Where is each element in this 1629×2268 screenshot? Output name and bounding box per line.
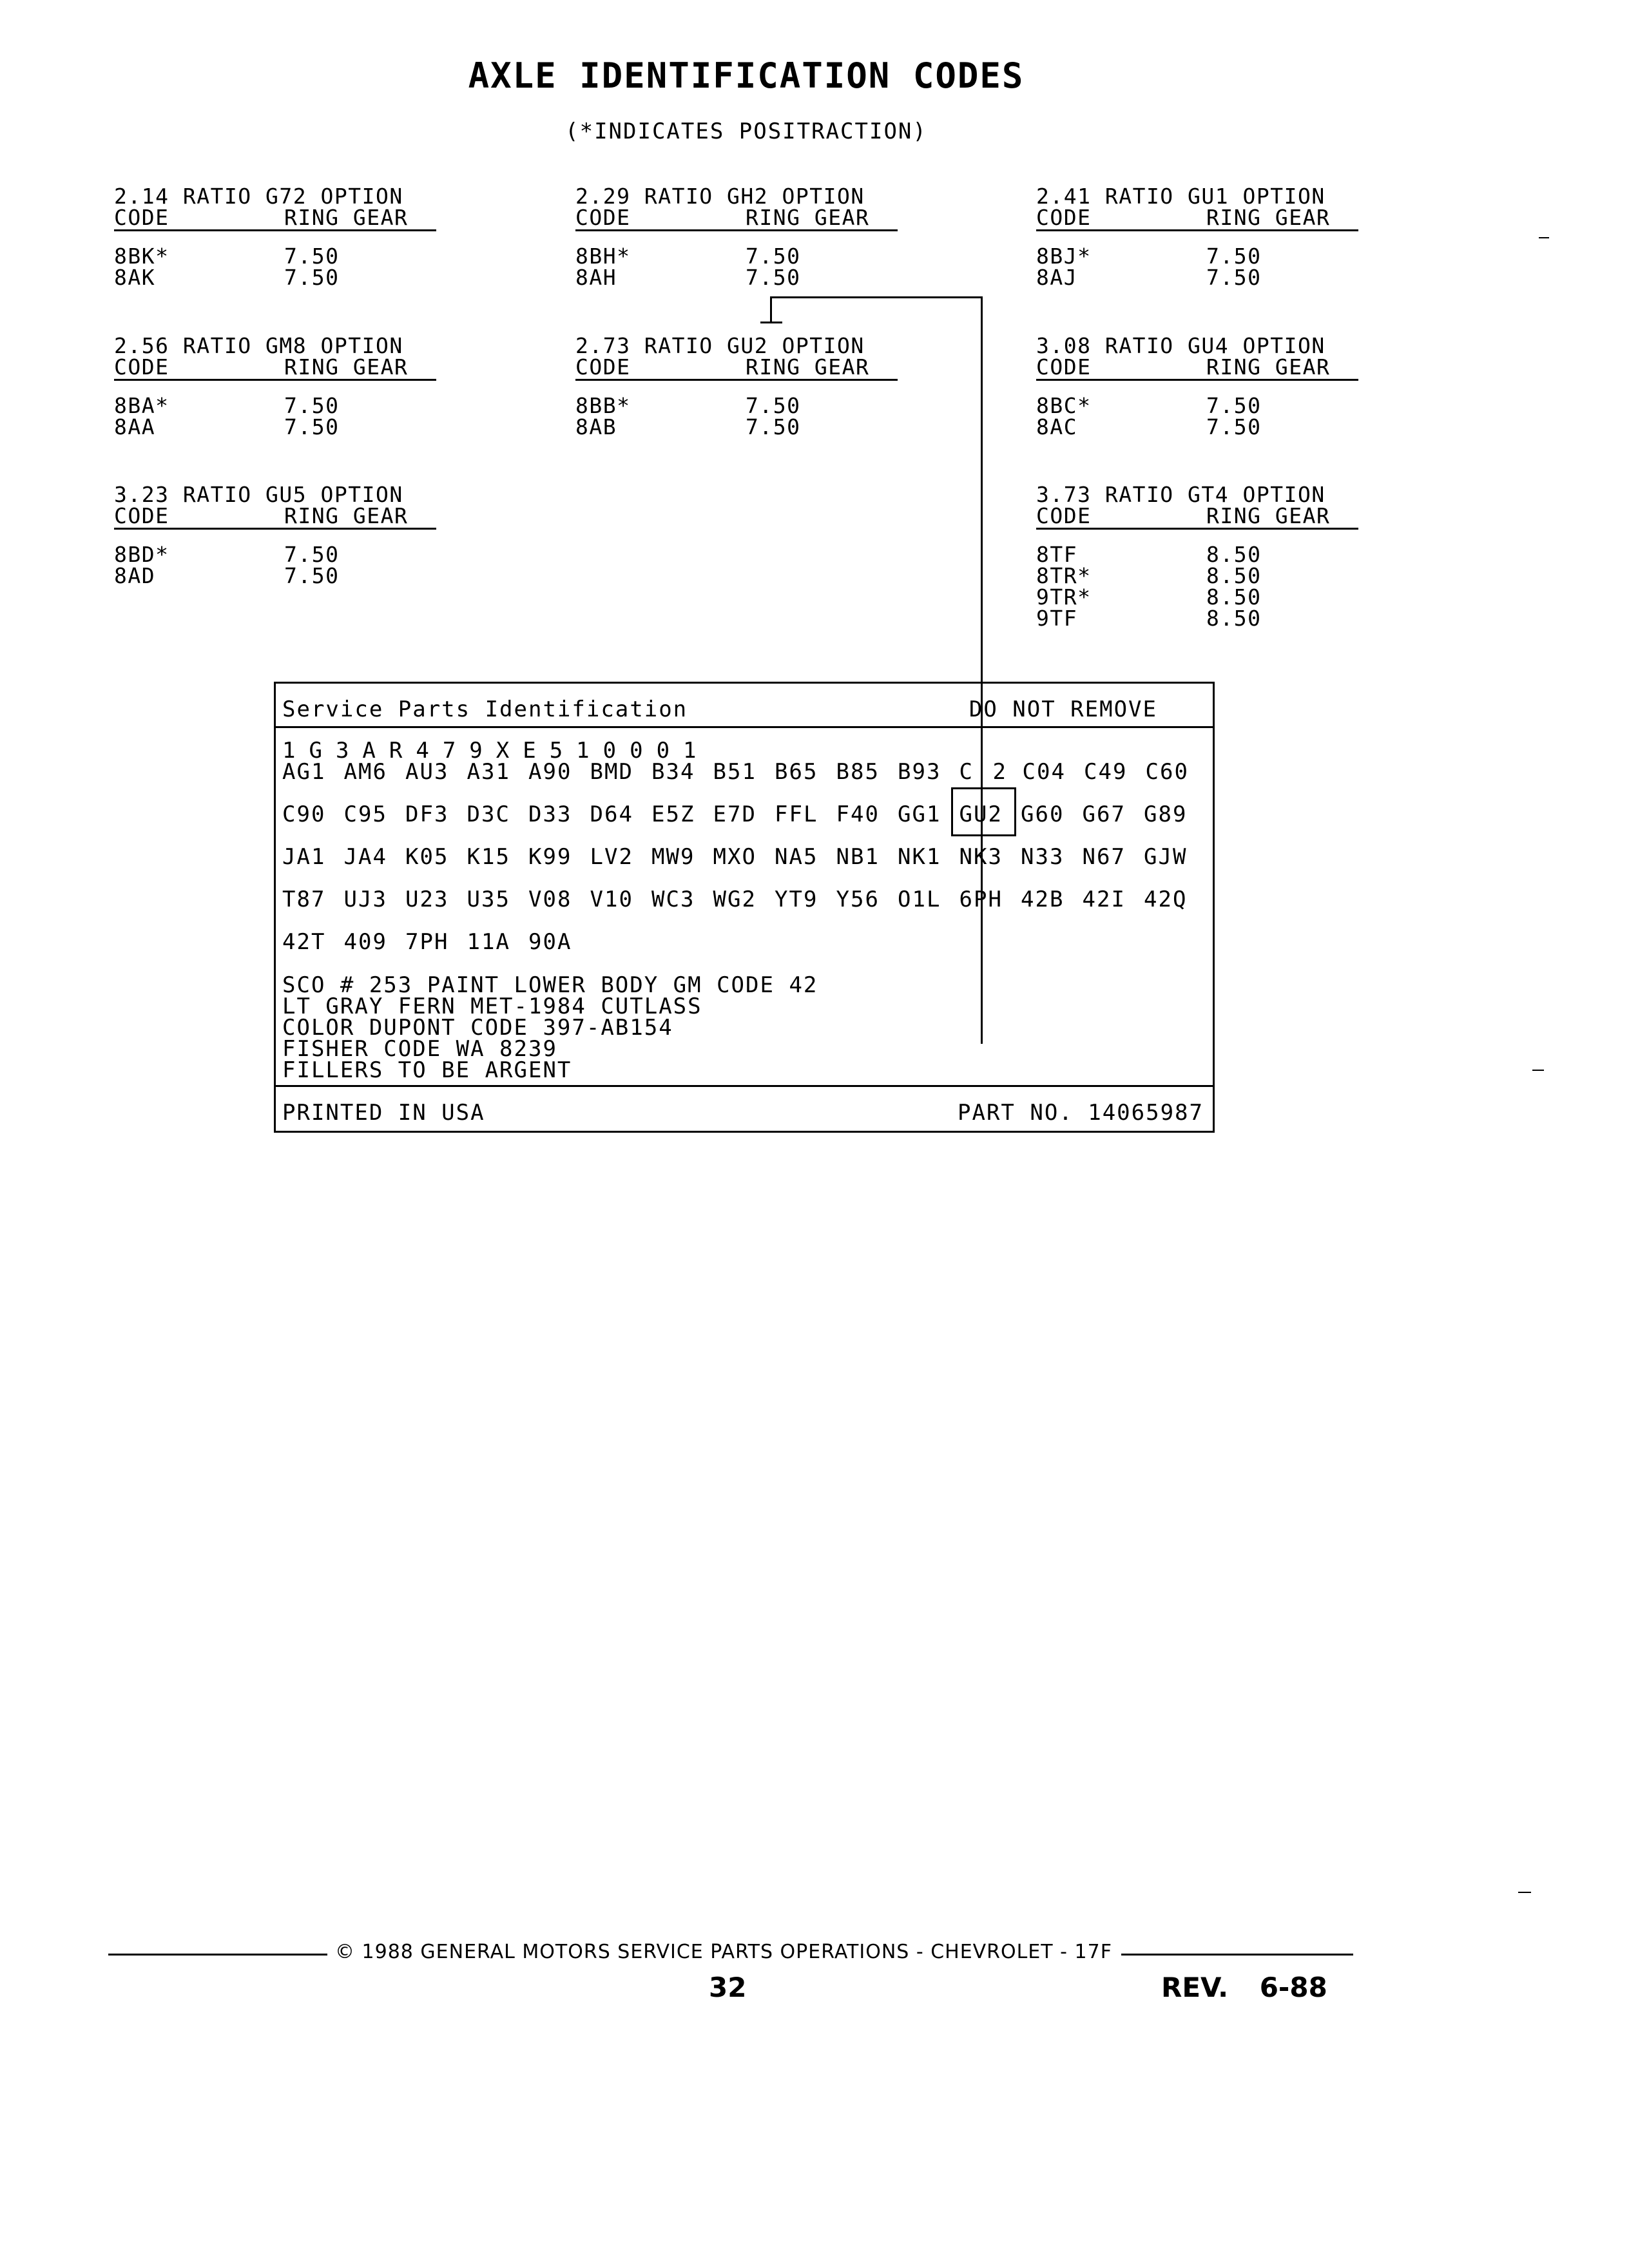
ratio-header: 2.73 RATIO GU2 OPTION bbox=[575, 333, 865, 358]
option-code: E5Z bbox=[651, 802, 695, 827]
option-code: MXO bbox=[713, 844, 757, 870]
column-label-ring-gear: RING GEAR bbox=[746, 354, 870, 380]
option-code: V08 bbox=[528, 887, 572, 912]
table-row: 8BA* 7.50 bbox=[114, 393, 340, 418]
option-code: N67 bbox=[1082, 844, 1126, 870]
option-code: C90 bbox=[282, 802, 326, 827]
page-number: 32 bbox=[709, 1972, 747, 2003]
ratio-header: 2.56 RATIO GM8 OPTION bbox=[114, 333, 403, 358]
table-row: 8BK* 7.50 bbox=[114, 244, 340, 269]
option-code: GU2 bbox=[959, 802, 1003, 827]
note-line: FISHER CODE WA 8239 bbox=[282, 1036, 557, 1062]
ratio-group bbox=[1036, 484, 1358, 629]
option-code: C60 bbox=[1145, 759, 1189, 785]
option-code: C95 bbox=[343, 802, 387, 827]
table-row: 8AH 7.50 bbox=[575, 265, 801, 290]
option-code: NB1 bbox=[836, 844, 880, 870]
option-code: B65 bbox=[775, 759, 818, 785]
table-row: 8BH* 7.50 bbox=[575, 244, 801, 269]
option-code: D64 bbox=[590, 802, 633, 827]
option-code: Y56 bbox=[836, 887, 880, 912]
option-code: 2 bbox=[992, 759, 1007, 785]
service-parts-label bbox=[274, 682, 1215, 1133]
option-code: BMD bbox=[590, 759, 633, 785]
gu2-highlight-box bbox=[951, 787, 1016, 836]
note-line: SCO # 253 PAINT LOWER BODY GM CODE 42 bbox=[282, 972, 818, 998]
option-code: 90A bbox=[528, 929, 572, 955]
option-code: YT9 bbox=[775, 887, 818, 912]
column-label-code: CODE bbox=[114, 354, 169, 380]
option-code: O1L bbox=[898, 887, 941, 912]
note-line: COLOR DUPONT CODE 397-AB154 bbox=[282, 1015, 673, 1041]
ratio-header: 2.41 RATIO GU1 OPTION bbox=[1036, 184, 1325, 209]
column-label-ring-gear: RING GEAR bbox=[1206, 354, 1331, 380]
ratio-header: 3.08 RATIO GU4 OPTION bbox=[1036, 333, 1325, 358]
table-row: 8AJ 7.50 bbox=[1036, 265, 1262, 290]
table-row: 8AC 7.50 bbox=[1036, 414, 1262, 439]
option-code: 42I bbox=[1082, 887, 1126, 912]
table-row: 8AA 7.50 bbox=[114, 414, 340, 439]
label-warning: DO NOT REMOVE bbox=[969, 697, 1157, 722]
option-code: JA4 bbox=[343, 844, 387, 870]
option-code: UJ3 bbox=[343, 887, 387, 912]
option-code: A31 bbox=[467, 759, 510, 785]
copyright: © 1988 GENERAL MOTORS SERVICE PARTS OPERATIONS - CHEVROLET - 17F bbox=[335, 1941, 1112, 1963]
table-row: 8AD 7.50 bbox=[114, 563, 340, 588]
ratio-group bbox=[114, 186, 436, 288]
option-code: DF3 bbox=[405, 802, 449, 827]
footer-rule-left bbox=[108, 1954, 327, 1956]
option-code: C04 bbox=[1022, 759, 1066, 785]
vin-number: 1G3AR479XE510001 bbox=[282, 738, 710, 764]
option-code: B34 bbox=[651, 759, 695, 785]
option-code: 6PH bbox=[959, 887, 1003, 912]
connector-line bbox=[770, 296, 772, 322]
margin-mark bbox=[1532, 1070, 1544, 1071]
option-code: C bbox=[959, 759, 974, 785]
table-row: 9TF 8.50 bbox=[1036, 606, 1262, 631]
column-label-ring-gear: RING GEAR bbox=[746, 205, 870, 230]
option-code: K15 bbox=[467, 844, 510, 870]
option-code: GJW bbox=[1144, 844, 1188, 870]
option-code: WC3 bbox=[651, 887, 695, 912]
connector-line bbox=[760, 322, 782, 323]
paint-notes bbox=[282, 972, 818, 1083]
option-code: 42B bbox=[1021, 887, 1065, 912]
label-header bbox=[276, 684, 1213, 728]
ratio-group bbox=[1036, 335, 1358, 437]
option-code: U35 bbox=[467, 887, 510, 912]
option-code: JA1 bbox=[282, 844, 326, 870]
ratio-header: 3.73 RATIO GT4 OPTION bbox=[1036, 482, 1325, 507]
table-row: 8AK 7.50 bbox=[114, 265, 340, 290]
ratio-header: 2.29 RATIO GH2 OPTION bbox=[575, 184, 865, 209]
column-label-code: CODE bbox=[1036, 205, 1092, 230]
option-code: G60 bbox=[1021, 802, 1065, 827]
option-code: N33 bbox=[1021, 844, 1065, 870]
option-code: A90 bbox=[528, 759, 572, 785]
column-label-code: CODE bbox=[1036, 503, 1092, 528]
page-title: AXLE IDENTIFICATION CODES bbox=[468, 55, 1025, 96]
option-code: LV2 bbox=[590, 844, 633, 870]
column-label-ring-gear: RING GEAR bbox=[284, 354, 409, 380]
table-row: 8TR* 8.50 bbox=[1036, 563, 1262, 588]
column-label-code: CODE bbox=[114, 205, 169, 230]
table-row: 8TF 8.50 bbox=[1036, 542, 1262, 567]
option-code: B51 bbox=[713, 759, 757, 785]
column-label-ring-gear: RING GEAR bbox=[1206, 205, 1331, 230]
option-code: 7PH bbox=[405, 929, 449, 955]
note-line: FILLERS TO BE ARGENT bbox=[282, 1057, 572, 1083]
option-code: G89 bbox=[1144, 802, 1188, 827]
column-label-ring-gear: RING GEAR bbox=[1206, 503, 1331, 528]
option-code: AU3 bbox=[405, 759, 449, 785]
option-code: NA5 bbox=[775, 844, 818, 870]
column-label-ring-gear: RING GEAR bbox=[284, 205, 409, 230]
option-code: MW9 bbox=[651, 844, 695, 870]
option-code: 42Q bbox=[1144, 887, 1188, 912]
option-code: NK3 bbox=[959, 844, 1003, 870]
column-label-code: CODE bbox=[575, 205, 631, 230]
option-code: FFL bbox=[775, 802, 818, 827]
option-code: C49 bbox=[1084, 759, 1128, 785]
ratio-group bbox=[575, 186, 898, 288]
option-code: 11A bbox=[467, 929, 510, 955]
table-row: 8AB 7.50 bbox=[575, 414, 801, 439]
option-code: D3C bbox=[467, 802, 510, 827]
part-number: PART NO. 14065987 bbox=[958, 1100, 1204, 1126]
margin-mark bbox=[1539, 237, 1549, 238]
label-title: Service Parts Identification bbox=[282, 697, 688, 722]
ratio-group bbox=[114, 484, 436, 586]
option-code: AM6 bbox=[343, 759, 387, 785]
connector-line bbox=[770, 296, 983, 298]
column-label-ring-gear: RING GEAR bbox=[284, 503, 409, 528]
table-row: 8BD* 7.50 bbox=[114, 542, 340, 567]
column-label-code: CODE bbox=[575, 354, 631, 380]
positraction-note: (*INDICATES POSITRACTION) bbox=[565, 119, 927, 144]
printed-in: PRINTED IN USA bbox=[282, 1100, 485, 1126]
option-code: V10 bbox=[590, 887, 633, 912]
option-code: D33 bbox=[528, 802, 572, 827]
ratio-group bbox=[114, 335, 436, 437]
ratio-header: 3.23 RATIO GU5 OPTION bbox=[114, 482, 403, 507]
option-code: AG1 bbox=[282, 759, 326, 785]
option-code: NK1 bbox=[898, 844, 941, 870]
table-row: 9TR* 8.50 bbox=[1036, 584, 1262, 610]
ratio-header: 2.14 RATIO G72 OPTION bbox=[114, 184, 403, 209]
column-label-code: CODE bbox=[114, 503, 169, 528]
label-footer bbox=[276, 1085, 1213, 1131]
option-code: K05 bbox=[405, 844, 449, 870]
option-code: B85 bbox=[836, 759, 880, 785]
option-code: U23 bbox=[405, 887, 449, 912]
ratio-group bbox=[1036, 186, 1358, 288]
option-code: WG2 bbox=[713, 887, 757, 912]
revision: REV. 6-88 bbox=[1161, 1972, 1327, 2003]
table-row: 8BB* 7.50 bbox=[575, 393, 801, 418]
option-code: 42T bbox=[282, 929, 326, 955]
option-code: B93 bbox=[898, 759, 941, 785]
option-code: G67 bbox=[1082, 802, 1126, 827]
option-code: T87 bbox=[282, 887, 326, 912]
option-code: 409 bbox=[343, 929, 387, 955]
note-line: LT GRAY FERN MET-1984 CUTLASS bbox=[282, 994, 702, 1019]
footer-rule-right bbox=[1121, 1954, 1353, 1956]
option-code: K99 bbox=[528, 844, 572, 870]
table-row: 8BJ* 7.50 bbox=[1036, 244, 1262, 269]
ratio-group bbox=[575, 335, 898, 437]
margin-mark bbox=[1518, 1892, 1531, 1893]
option-code: GG1 bbox=[898, 802, 941, 827]
table-row: 8BC* 7.50 bbox=[1036, 393, 1262, 418]
column-label-code: CODE bbox=[1036, 354, 1092, 380]
option-code: E7D bbox=[713, 802, 757, 827]
option-code: F40 bbox=[836, 802, 880, 827]
